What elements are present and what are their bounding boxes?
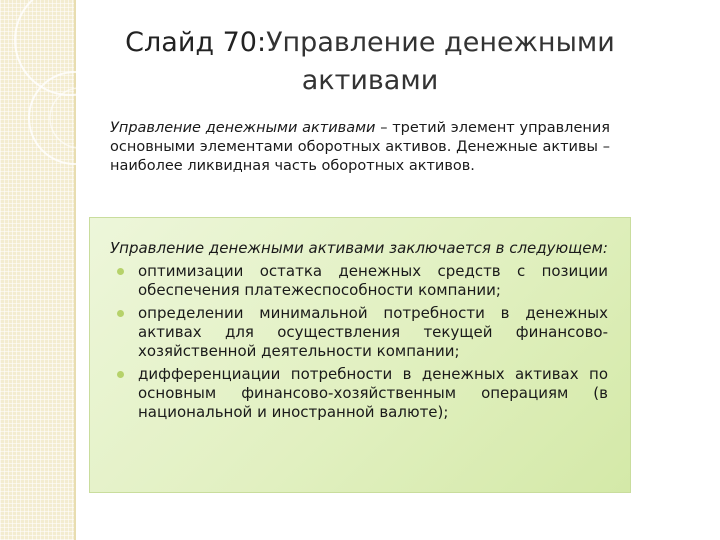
list-item bbox=[110, 365, 608, 422]
slide-title-main: Управление денежными bbox=[266, 27, 615, 58]
box-lead-text: Управление денежными активами заключается в следующем: bbox=[110, 239, 608, 257]
intro-text: – третий элемент управления основными элементами оборотных активов. Денежные активы – наиболее ликвидная часть оборотных активов. bbox=[110, 120, 610, 174]
intro-paragraph bbox=[110, 119, 610, 176]
list-item-text: дифференциации потребности в денежных активах по основным финансово-хозяйственным операциям (в национальной и иностранной валюте); bbox=[138, 365, 608, 421]
bullet-icon bbox=[117, 310, 124, 317]
bullet-icon bbox=[117, 371, 124, 378]
slide-title-line2: активами bbox=[301, 65, 439, 96]
list-item bbox=[110, 304, 608, 361]
list-item-text: оптимизации остатка денежных средств с позиции обеспечения платежеспособности компании; bbox=[138, 262, 608, 299]
list-item bbox=[110, 262, 608, 300]
bullet-icon bbox=[117, 268, 124, 275]
bullet-list bbox=[110, 262, 608, 422]
intro-term: Управление денежными активами bbox=[110, 120, 376, 136]
slide-title bbox=[100, 24, 640, 100]
list-item-text: определении минимальной потребности в денежных активах для осуществления текущей финансово-хозяйственной деятельности компании; bbox=[138, 304, 608, 360]
decorative-circles-icon bbox=[0, 0, 110, 220]
slide-title-prefix: Слайд 70: bbox=[125, 27, 267, 58]
highlight-box bbox=[89, 217, 631, 493]
